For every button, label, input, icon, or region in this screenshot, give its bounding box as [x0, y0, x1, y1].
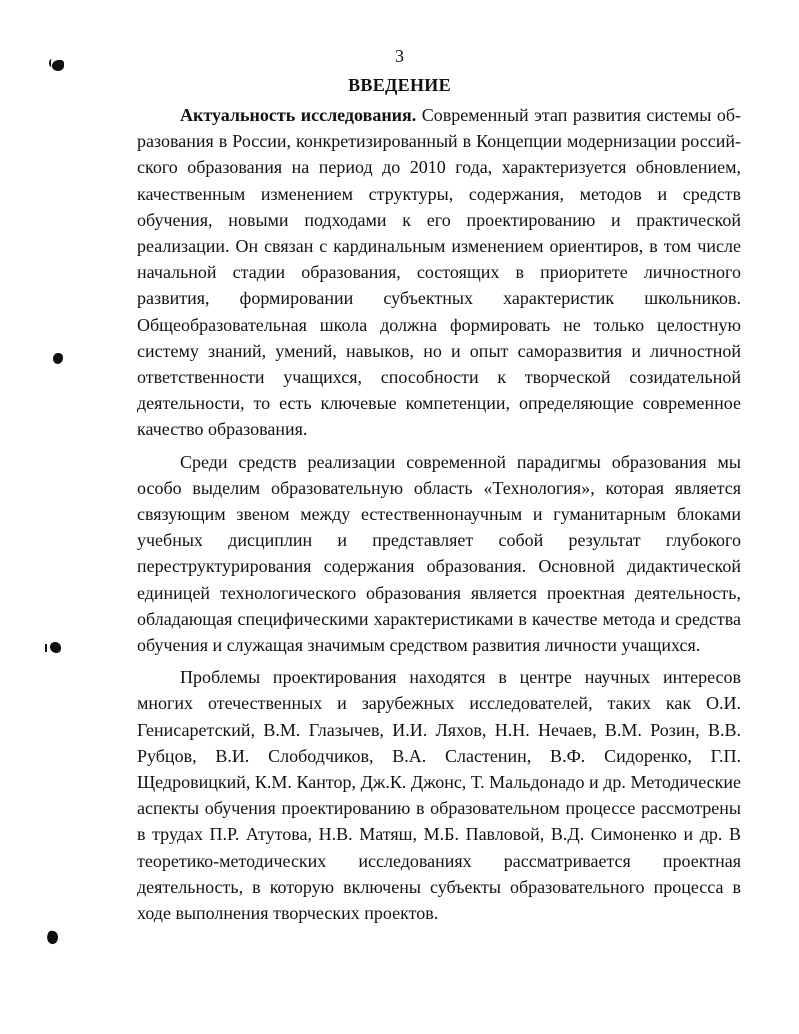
paragraph-design-problems: Проблемы проектирования находятся в центре научных интересов многих отечественных и зарубежных исследователей, таких как О.И. Генисаретский, В.М. Глазычев, И.И. Ляхов, Н.Н. Нечаев, В.М. Розин, В.В. Рубцов, В.И. Слободчиков, В.А. Сластенин, В.Ф. Сидоренко, Г.П. Щедровицкий, К.М. Кантор, Дж.К. Джонс, Т. Мальдонадо и др. Методические аспекты обучения проектированию в образовательном процессе рассмотрены в трудах П.Р. Атутова, Н.В. Матяш, М.Б. Павловой, В.Д. Симоненко и др. В теоретико-методических исследованиях рассматривается проектная деятельность, в которую включены субъекты образовательного процесса в ходе выполнения творческих проектов.	[137, 667, 741, 924]
paragraph-lead: Актуальность исследования.	[180, 105, 417, 125]
binding-hole-mark	[53, 353, 63, 364]
paragraph-relevance	[137, 102, 741, 443]
section-heading: ВВЕДЕНИЕ	[348, 75, 451, 95]
page-number: 3	[395, 46, 404, 66]
paragraph-text: Современный этап развития системы образования в России, конкретизированный в Концепции модернизации российского образования на период до 2010 года, характеризуется обновлением, качественным изменением структуры, содержания, методов и средств обучения, новыми подходами к его проектированию и практической реализации. Он связан с кардинальным изменением ориентиров, в том числе начальной стадии образования, состоящих в приоритете личностного развития, формировании субъектных характеристик школьников. Общеобразовательная школа должна формировать не только целостную систему знаний, умений, навыков, но и опыт саморазвития и личностной ответственности учащихся, способности к творческой созидательной деятельности, то есть ключевые компетенции, определяющие современное качество образования.	[137, 105, 741, 440]
paragraph-technology: Среди средств реализации современной парадигмы образования мы особо выделим образовательную область «Технология», которая является связующим звеном между естественнонаучным и гуманитарным блоками учебных дисциплин и представляет собой результат глубокого переструктурирования содержания образования. Основной дидактической единицей технологического образования является проектная деятельность, обладающая специфическими характеристиками в качестве метода и средства обучения и служащая значимым средством развития личности учащихся.	[137, 451, 741, 656]
binding-hole-mark	[46, 930, 60, 945]
document-body	[137, 102, 741, 926]
binding-hole-mark	[50, 642, 61, 653]
